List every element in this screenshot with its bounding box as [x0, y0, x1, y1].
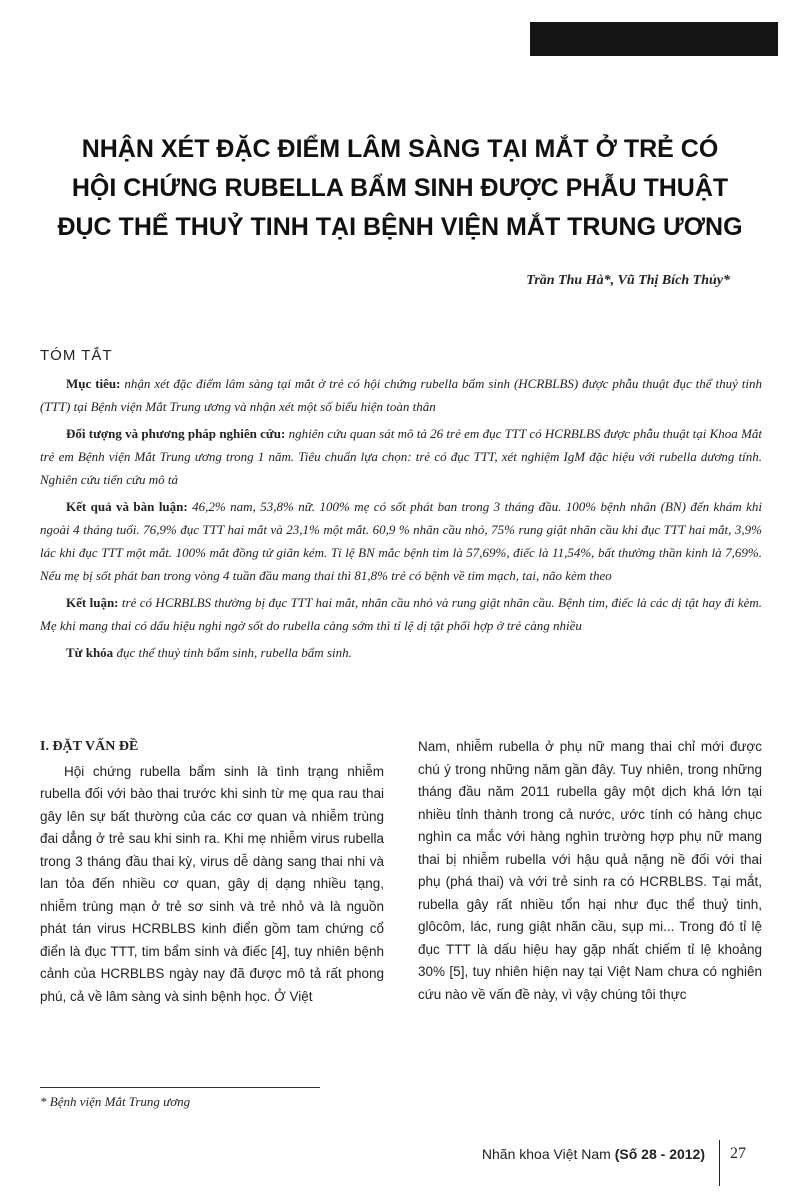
methods-label: Đối tượng và phương pháp nghiên cứu:	[66, 426, 286, 441]
conclusion-text: trẻ có HCRBLBS thường bị đục TTT hai mắt, nhãn cầu nhỏ và rung giật nhãn cầu. Bệnh tim, điếc là các dị tật hay đi kèm. Mẹ khi mang thai có dấu hiệu nghi ngờ sốt do rubella càng sớm thì tỉ lệ dị tật phối hợp ở trẻ càng nhiều	[40, 595, 762, 633]
header-bar	[530, 22, 778, 56]
objective-text: nhận xét đặc điểm lâm sàng tại mắt ở trẻ có hội chứng rubella bẩm sinh (HCRBLBS) được phẫu thuật đục thể thuỷ tinh (TTT) tại Bệnh viện Mắt Trung ương và nhận xét một số biểu hiện toàn thân	[40, 376, 762, 414]
methods-text: nghiên cứu quan sát mô tả 26 trẻ em đục TTT có HCRBLBS được phẫu thuật tại Khoa Mắt trẻ em Bệnh viện Mắt Trung ương trong 1 năm. Tiêu chuẩn lựa chọn: trẻ có đục TTT, xét nghiệm IgM đặc hiệu với rubella dương tính. Nghiên cứu tiến cứu mô tả	[40, 426, 763, 487]
journal-footer	[482, 1146, 705, 1162]
abstract-objective	[40, 372, 762, 418]
left-paragraph: Hội chứng rubella bẩm sinh là tình trạng nhiễm rubella đối với bào thai trước khi sinh từ mẹ qua rau thai gây lên sự bất thường của các cơ quan và nhiễm trùng đai dẳng ở trẻ sau khi sinh ra. Khi mẹ nhiễm virus rubella trong 3 tháng đầu thai kỳ, virus dễ dàng sang thai nhi và lan tỏa đến nhiều cơ quan, gây dị dạng nhiều tạng, nhiễm trùng mạn ở trẻ sơ sinh và trẻ nhỏ và là nguồn phát tán virus HCRBLBS kinh điển gồm tam chứng cổ điển là đục TTT, tim bẩm sinh và điếc [4], tuy nhiên bệnh cảnh của HCRBLBS ngày nay đã được mô tả rất phong phú, cả về lâm sàng và sinh bệnh học. Ở Việt	[40, 763, 384, 1004]
authors: Trần Thu Hà*, Vũ Thị Bích Thủy*	[526, 273, 730, 288]
journal-issue: (Số 28 - 2012)	[614, 1146, 705, 1162]
article-title	[40, 130, 760, 247]
abstract-methods	[40, 422, 762, 491]
keywords-text: đục thể thuỷ tinh bẩm sinh, rubella bẩm sinh.	[116, 645, 352, 660]
section-title: I. ĐẶT VẤN ĐỀ	[40, 739, 139, 754]
footnote: * Bệnh viện Mắt Trung ương	[40, 1094, 191, 1109]
abstract-conclusion	[40, 591, 762, 637]
journal-name: Nhãn khoa Việt Nam	[481, 1146, 611, 1162]
abstract-results	[40, 495, 762, 587]
right-paragraph: Nam, nhiễm rubella ở phụ nữ mang thai chỉ mới được chú ý trong những năm gần đây. Tuy nhiên, trong những tháng đầu năm 2011 rubella gây một dịch khá lớn tại nhiều tỉnh thành trong cả nước, ước tính có hàng chục nghìn ca mắc với hàng nghìn trường hợp phụ nữ mang thai bị nhiễm rubella với hậu quả nặng nề đối với thai phụ (phá thai) và với trẻ sinh ra có HCRBLBS. Tại mắt, rubella gây rất nhiều tổn hại như đục thể thuỷ tinh, glôcôm, lác, rung giật nhãn cầu, sụp mi... Trong đó tỉ lệ đục TTT là dấu hiệu hay gặp nhất chiếm tỉ lệ khoảng 30% [5], tuy nhiên hiện nay tại Việt Nam chưa có nghiên cứu nào về vấn đề này, vì vậy chúng tôi thực	[418, 739, 762, 1002]
title-line-3: ĐỤC THỂ THUỶ TINH TẠI BỆNH VIỆN MẮT TRUNG ƯƠNG	[57, 213, 743, 241]
abstract-keywords	[40, 641, 762, 664]
conclusion-label: Kết luận:	[66, 595, 119, 610]
footer-divider	[719, 1140, 720, 1186]
keywords-label: Từ khóa	[66, 645, 114, 660]
objective-label: Mục tiêu:	[66, 376, 121, 391]
left-column	[40, 736, 384, 1058]
title-line-1: NHẬN XÉT ĐẶC ĐIỂM LÂM SÀNG TẠI MẮT Ở TRẺ CÓ	[81, 135, 719, 163]
title-line-2: HỘI CHỨNG RUBELLA BẨM SINH ĐƯỢC PHẪU THUẬT	[71, 174, 729, 202]
page-number: 27	[730, 1145, 746, 1162]
results-text: 46,2% nam, 53,8% nữ. 100% mẹ có sốt phát ban trong 3 tháng đầu. 100% bệnh nhân (BN) đến khám khi ngoài 4 tháng tuổi. 76,9% đục TTT hai mắt và 23,1% một mắt. 60,9 % nhãn cầu nhỏ, 75% rung giật nhãn cầu khi đục TTT hai mắt, 3,9% lác khi đục TTT một mắt. 100% mắt đồng tử giãn kém. Tỉ lệ BN mắc bệnh tim là 57,69%, điếc là 11,54%, bất thường thần kinh là 7,69%. Nếu mẹ bị sốt phát ban trong vòng 4 tuần đầu mang thai thì 81,8% trẻ có bệnh về tim mạch, tai, não kèm theo	[40, 499, 762, 583]
body-columns	[40, 736, 762, 1058]
abstract-body	[40, 372, 762, 668]
right-column	[418, 736, 762, 1058]
results-label: Kết quả và bàn luận:	[66, 499, 188, 514]
footnote-divider	[40, 1087, 320, 1088]
abstract-heading: TÓM TẮT	[40, 347, 113, 364]
